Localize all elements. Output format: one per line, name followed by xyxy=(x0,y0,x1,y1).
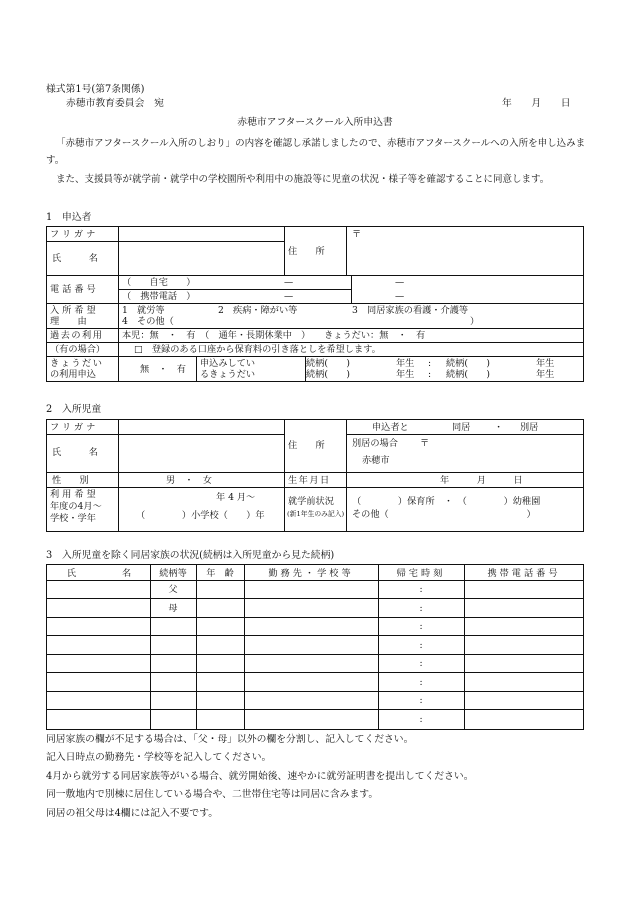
sibling2-grade: 年生 xyxy=(536,358,555,369)
sibling4-grade: 年生 xyxy=(536,369,555,380)
sibling1-colon: : xyxy=(428,358,432,369)
dob-value: 年 月 日 xyxy=(440,475,523,486)
family-row-3-time: : xyxy=(419,621,423,632)
sibling3-relation: 続柄( ) xyxy=(306,369,350,380)
sibling-choice: 無 ・ 有 xyxy=(140,364,186,375)
reason-label-line2: 理 由 xyxy=(50,316,87,327)
consent-paragraph-2: また、支援員等が就学前・就学中の学校園所や利用中の施設等に児童の状況・様子等を確認することに同意します。 xyxy=(56,174,550,185)
child-furigana-label: フリガナ xyxy=(50,422,99,433)
phone-label: 電話番号 xyxy=(50,284,99,295)
reason-close-paren: ） xyxy=(470,316,480,327)
reason-option-4: 4 その他（ xyxy=(122,316,174,327)
section-3-heading: 3 入所児童を除く同居家族の状況(続柄は入所児童から見た続柄) xyxy=(46,550,335,561)
family-header-relation: 続柄等 xyxy=(159,568,187,579)
note-5: 同居の祖父母は4欄には記入不要です。 xyxy=(46,808,218,819)
sibling3-colon: : xyxy=(428,369,432,380)
sibling1-grade: 年生 xyxy=(396,358,415,369)
family-header-workplace: 勤務先・学校等 xyxy=(268,568,354,579)
page-title: 赤穂市アフタースクール入所申込書 xyxy=(237,117,393,128)
family-row-7-time: : xyxy=(419,695,423,706)
sibling-label-line2: の利用申込 xyxy=(50,369,96,380)
form-number: 様式第1号(第7条関係) xyxy=(46,84,145,95)
use-label-line3: 学校・学年 xyxy=(50,513,96,524)
sibling1-relation: 続柄( ) xyxy=(306,358,350,369)
section-2-heading: 2 入所児童 xyxy=(46,404,102,415)
separate-case-label: 別居の場合 xyxy=(352,438,398,449)
home-phone-dash-2: — xyxy=(395,277,405,288)
family-row-2-relation: 母 xyxy=(168,603,178,614)
application-date: 年 月 日 xyxy=(502,98,571,109)
family-header-age: 年 齢 xyxy=(206,568,234,579)
sibling-label-line1: きょうだい xyxy=(50,358,104,369)
use-from-date: 年 4 月～ xyxy=(216,492,256,503)
school-grade: （ ）小学校（ ）年 xyxy=(136,510,265,521)
reason-option-3: 3 同居家族の看護・介護等 xyxy=(352,305,469,316)
dob-label: 生年月日 xyxy=(288,475,331,486)
use-label-line2: 年度の4月～ xyxy=(50,501,102,512)
family-row-5-time: : xyxy=(419,658,423,669)
mobile-phone-label: （ 携帯電話 ） xyxy=(122,291,196,302)
gender-label: 性 別 xyxy=(52,475,89,486)
preschool-nursery: （ ）保育所 ・ （ ）幼稚園 xyxy=(352,496,541,507)
child-postal-mark: 〒 xyxy=(420,438,430,449)
reason-option-2: 2 疾病・障がい等 xyxy=(218,305,298,316)
family-row-4-time: : xyxy=(419,640,423,651)
sibling2-relation: 続柄( ) xyxy=(446,358,490,369)
family-header-return-time: 帰宅時刻 xyxy=(396,568,446,579)
applicant-name-label: 氏 名 xyxy=(52,253,98,264)
home-phone-dash-1: — xyxy=(284,277,294,288)
separate-option: 別居 xyxy=(520,422,539,433)
child-address-label: 住 所 xyxy=(288,440,325,451)
cohab-with-applicant: 申込者と xyxy=(372,422,409,433)
applicant-furigana-label: フリガナ xyxy=(50,229,99,240)
family-header-name: 氏 名 xyxy=(66,568,132,579)
child-name-label: 氏 名 xyxy=(52,447,98,458)
family-row-2-time: : xyxy=(419,603,423,614)
use-label-line1: 利用希望 xyxy=(50,489,99,500)
note-4: 同一敷地内で別棟に居住している場合や、二世帯住宅等は同居に含みます。 xyxy=(46,789,379,800)
reason-option-1: 1 就労等 xyxy=(122,305,165,316)
past-use-text: 本児：無 ・ 有 （ 通年・長期休業中 ） きょうだい：無 ・ 有 xyxy=(122,330,426,341)
note-1: 同居家族の欄が不足する場合は、「父・母」以外の欄を分割し、記入してください。 xyxy=(46,734,414,745)
addressee: 赤穂市教育委員会 宛 xyxy=(66,98,164,109)
section-1-heading: 1 申込者 xyxy=(46,212,92,223)
child-city: 赤穂市 xyxy=(362,455,390,466)
note-3: 4月から就労する同居家族等がいる場合、就労開始後、速やかに就労証明書を提出してください。 xyxy=(46,771,474,782)
home-phone-label: （ 自宅 ） xyxy=(122,277,196,288)
mobile-phone-dash-1: — xyxy=(284,291,294,302)
case-label: （有の場合） xyxy=(50,344,106,355)
sibling3-grade: 年生 xyxy=(396,369,415,380)
sibling-applying-line2: るきょうだい xyxy=(200,369,256,380)
applicant-address-label: 住 所 xyxy=(288,246,325,257)
debit-checkbox-text: □ 登録のある口座から保育料の引き落としを希望します。 xyxy=(134,344,381,355)
sibling-applying-line1: 申込みしてい xyxy=(200,358,256,369)
family-row-1-relation: 父 xyxy=(168,584,178,595)
family-table xyxy=(46,564,584,730)
family-row-6-time: : xyxy=(419,677,423,688)
consent-paragraph-1: 「赤穂市アフタースクール入所のしおり」の内容を確認し承諾しましたので、赤穂市アフタースクールへの入所を申し込みます。 xyxy=(46,138,586,166)
cohab-separator: ・ xyxy=(494,422,504,433)
mobile-phone-dash-2: — xyxy=(395,291,405,302)
preschool-other: その他（ ） xyxy=(352,509,536,520)
applicant-postal-mark: 〒 xyxy=(352,229,362,240)
family-header-mobile: 携帯電話番号 xyxy=(487,568,561,579)
preschool-note: (新1年生のみ記入) xyxy=(287,510,345,518)
gender-value: 男 ・ 女 xyxy=(166,475,212,486)
family-row-8-time: : xyxy=(419,714,423,725)
sibling4-relation: 続柄( ) xyxy=(446,369,490,380)
past-use-label: 過去の利用 xyxy=(50,330,104,341)
note-2: 記入日時点の勤務先・学校等を記入してください。 xyxy=(46,752,272,763)
cohab-option: 同居 xyxy=(452,422,471,433)
reason-label-line1: 入所希望 xyxy=(50,305,99,316)
family-row-1-time: : xyxy=(419,584,423,595)
preschool-label: 就学前状況 xyxy=(288,496,334,507)
